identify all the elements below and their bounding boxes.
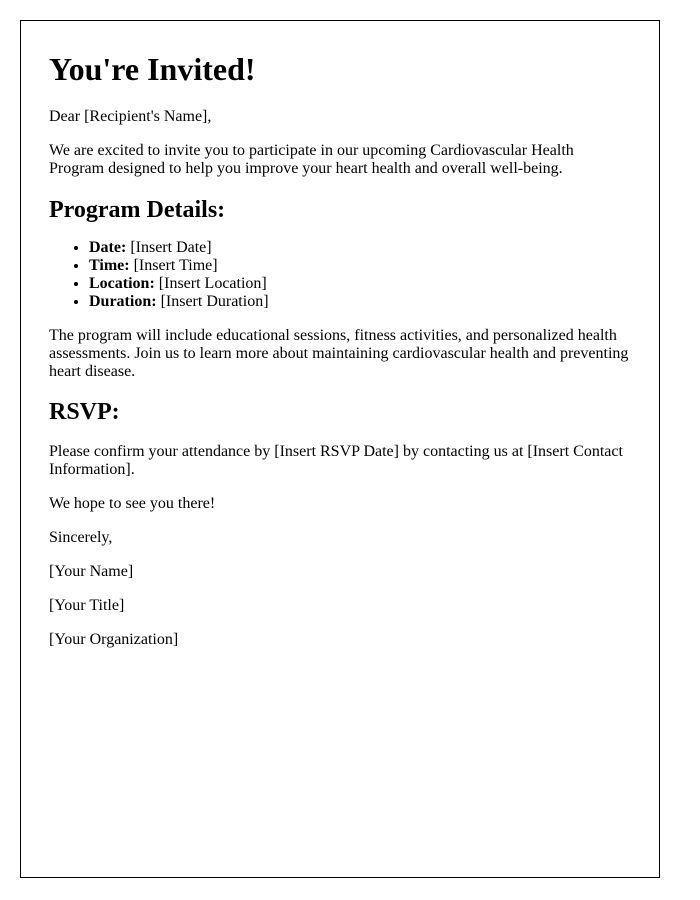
rsvp-heading: RSVP: [49, 399, 120, 425]
detail-label: Location: [89, 275, 155, 292]
program-details-list [49, 239, 631, 311]
detail-value: [Insert Location] [154, 275, 267, 292]
detail-label: Date: [89, 239, 127, 256]
signature-organization: [Your Organization] [49, 631, 179, 648]
detail-duration [89, 293, 631, 311]
detail-location [89, 275, 631, 293]
program-details-heading: Program Details: [49, 197, 226, 223]
closing: Sincerely, [49, 529, 113, 546]
hope-line: We hope to see you there! [49, 495, 216, 512]
signature-name: [Your Name] [49, 563, 134, 580]
intro-paragraph: We are excited to invite you to participate in our upcoming Cardiovascular Health Program designed to help you improve your heart health and overall well-being. [49, 142, 574, 177]
letter-title: You're Invited! [49, 51, 256, 87]
rsvp-text: Please confirm your attendance by [Insert RSVP Date] by contacting us at [Insert Contact Information]. [49, 443, 623, 478]
detail-label: Time: [89, 257, 130, 274]
detail-value: [Insert Duration] [156, 293, 269, 310]
detail-value: [Insert Date] [126, 239, 212, 256]
detail-value: [Insert Time] [129, 257, 218, 274]
signature-title: [Your Title] [49, 597, 125, 614]
detail-time [89, 257, 631, 275]
detail-label: Duration: [89, 293, 157, 310]
invitation-letter [20, 20, 660, 878]
greeting: Dear [Recipient's Name], [49, 108, 212, 125]
program-description: The program will include educational sessions, fitness activities, and personalized health assessments. Join us to learn more about maintaining cardiovascular health and preventing heart disease. [49, 327, 629, 380]
detail-date [89, 239, 631, 257]
